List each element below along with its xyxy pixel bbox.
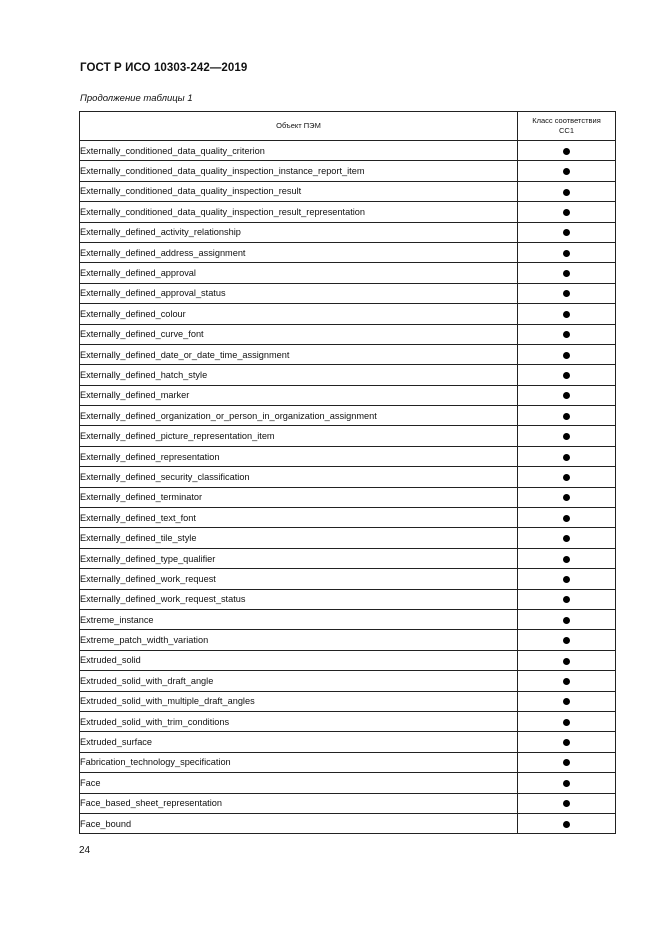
conformance-mark-cell [518,222,616,242]
conformance-mark-cell [518,385,616,405]
filled-circle-icon [563,290,570,297]
table-body [80,141,616,834]
entity-name-cell: Externally_defined_work_request [80,569,518,589]
conformance-mark-cell [518,548,616,568]
filled-circle-icon [563,372,570,379]
conformance-table [79,111,616,834]
filled-circle-icon [563,678,570,685]
table-row [80,446,616,466]
entity-name-cell: Extruded_solid_with_draft_angle [80,671,518,691]
conformance-mark-cell [518,793,616,813]
entity-name-cell: Extreme_patch_width_variation [80,630,518,650]
entity-name-cell: Externally_defined_activity_relationship [80,222,518,242]
filled-circle-icon [563,454,570,461]
filled-circle-icon [563,494,570,501]
column-header-class-line2: СС1 [558,126,574,135]
entity-name-cell: Externally_defined_marker [80,385,518,405]
conformance-mark-cell [518,752,616,772]
entity-name-cell: Extruded_solid_with_trim_conditions [80,711,518,731]
entity-name-cell: Externally_defined_approval [80,263,518,283]
table-row [80,589,616,609]
entity-name-cell: Externally_defined_type_qualifier [80,548,518,568]
entity-name-cell: Fabrication_technology_specification [80,752,518,772]
filled-circle-icon [563,189,570,196]
conformance-mark-cell [518,813,616,833]
table-row [80,569,616,589]
filled-circle-icon [563,515,570,522]
table-row [80,426,616,446]
filled-circle-icon [563,352,570,359]
conformance-mark-cell [518,161,616,181]
filled-circle-icon [563,311,570,318]
filled-circle-icon [563,576,570,583]
conformance-mark-cell [518,181,616,201]
table-row [80,467,616,487]
filled-circle-icon [563,759,570,766]
table-header-row [80,112,616,141]
entity-name-cell: Externally_defined_address_assignment [80,242,518,262]
entity-name-cell: Externally_defined_terminator [80,487,518,507]
entity-name-cell: Externally_conditioned_data_quality_criterion [80,141,518,161]
table-row [80,548,616,568]
page-number: 24 [79,845,91,856]
conformance-mark-cell [518,773,616,793]
conformance-mark-cell [518,711,616,731]
conformance-mark-cell [518,446,616,466]
table-row [80,813,616,833]
table-row [80,793,616,813]
entity-name-cell: Face [80,773,518,793]
entity-name-cell: Externally_defined_colour [80,304,518,324]
filled-circle-icon [563,617,570,624]
entity-name-cell: Externally_conditioned_data_quality_inspection_instance_report_item [80,161,518,181]
filled-circle-icon [563,209,570,216]
table-row [80,773,616,793]
entity-name-cell: Externally_defined_representation [80,446,518,466]
table-caption: Продолжение таблицы 1 [80,93,193,104]
table-row [80,304,616,324]
entity-name-cell: Externally_conditioned_data_quality_inspection_result_representation [80,202,518,222]
filled-circle-icon [563,474,570,481]
table-row [80,242,616,262]
entity-name-cell: Externally_defined_picture_representation_item [80,426,518,446]
table-row [80,650,616,670]
filled-circle-icon [563,658,570,665]
filled-circle-icon [563,331,570,338]
filled-circle-icon [563,168,570,175]
conformance-mark-cell [518,732,616,752]
filled-circle-icon [563,535,570,542]
filled-circle-icon [563,556,570,563]
column-header-object: Объект ПЭМ [80,112,518,141]
filled-circle-icon [563,250,570,257]
conformance-mark-cell [518,569,616,589]
entity-name-cell: Extruded_solid_with_multiple_draft_angles [80,691,518,711]
column-header-class-line1: Класс соответствия [532,116,601,125]
entity-name-cell: Externally_defined_date_or_date_time_assignment [80,344,518,364]
filled-circle-icon [563,229,570,236]
conformance-mark-cell [518,344,616,364]
conformance-mark-cell [518,304,616,324]
table-row [80,671,616,691]
filled-circle-icon [563,413,570,420]
table-row [80,222,616,242]
conformance-mark-cell [518,528,616,548]
table-row [80,202,616,222]
table-row [80,344,616,364]
filled-circle-icon [563,739,570,746]
table-row [80,283,616,303]
conformance-mark-cell [518,589,616,609]
conformance-mark-cell [518,283,616,303]
conformance-mark-cell [518,650,616,670]
conformance-mark-cell [518,406,616,426]
table-row [80,609,616,629]
table-row [80,732,616,752]
table-row [80,630,616,650]
table-row [80,508,616,528]
entity-name-cell: Extruded_surface [80,732,518,752]
filled-circle-icon [563,719,570,726]
table-row [80,752,616,772]
conformance-mark-cell [518,263,616,283]
table-row [80,406,616,426]
filled-circle-icon [563,780,570,787]
entity-name-cell: Externally_defined_work_request_status [80,589,518,609]
entity-name-cell: Externally_defined_security_classification [80,467,518,487]
entity-name-cell: Externally_defined_text_font [80,508,518,528]
conformance-mark-cell [518,426,616,446]
filled-circle-icon [563,392,570,399]
entity-name-cell: Externally_defined_tile_style [80,528,518,548]
table-row [80,141,616,161]
entity-name-cell: Extruded_solid [80,650,518,670]
table-row [80,324,616,344]
filled-circle-icon [563,800,570,807]
filled-circle-icon [563,596,570,603]
entity-name-cell: Externally_conditioned_data_quality_inspection_result [80,181,518,201]
column-header-conformance-class [518,112,616,141]
table-row [80,365,616,385]
conformance-mark-cell [518,141,616,161]
entity-name-cell: Face_based_sheet_representation [80,793,518,813]
conformance-mark-cell [518,630,616,650]
entity-name-cell: Extreme_instance [80,609,518,629]
entity-name-cell: Externally_defined_organization_or_person_in_organization_assignment [80,406,518,426]
filled-circle-icon [563,433,570,440]
table-row [80,263,616,283]
conformance-mark-cell [518,202,616,222]
entity-name-cell: Externally_defined_curve_font [80,324,518,344]
filled-circle-icon [563,148,570,155]
conformance-mark-cell [518,467,616,487]
table-row [80,181,616,201]
conformance-mark-cell [518,242,616,262]
conformance-mark-cell [518,691,616,711]
table-row [80,385,616,405]
entity-name-cell: Externally_defined_hatch_style [80,365,518,385]
conformance-mark-cell [518,508,616,528]
table-row [80,161,616,181]
filled-circle-icon [563,270,570,277]
conformance-mark-cell [518,487,616,507]
conformance-mark-cell [518,365,616,385]
table-row [80,487,616,507]
conformance-mark-cell [518,324,616,344]
table-row [80,711,616,731]
conformance-mark-cell [518,609,616,629]
filled-circle-icon [563,698,570,705]
filled-circle-icon [563,821,570,828]
entity-name-cell: Externally_defined_approval_status [80,283,518,303]
table-row [80,528,616,548]
filled-circle-icon [563,637,570,644]
document-standard-header: ГОСТ Р ИСО 10303-242—2019 [80,62,248,74]
entity-name-cell: Face_bound [80,813,518,833]
table-row [80,691,616,711]
conformance-mark-cell [518,671,616,691]
